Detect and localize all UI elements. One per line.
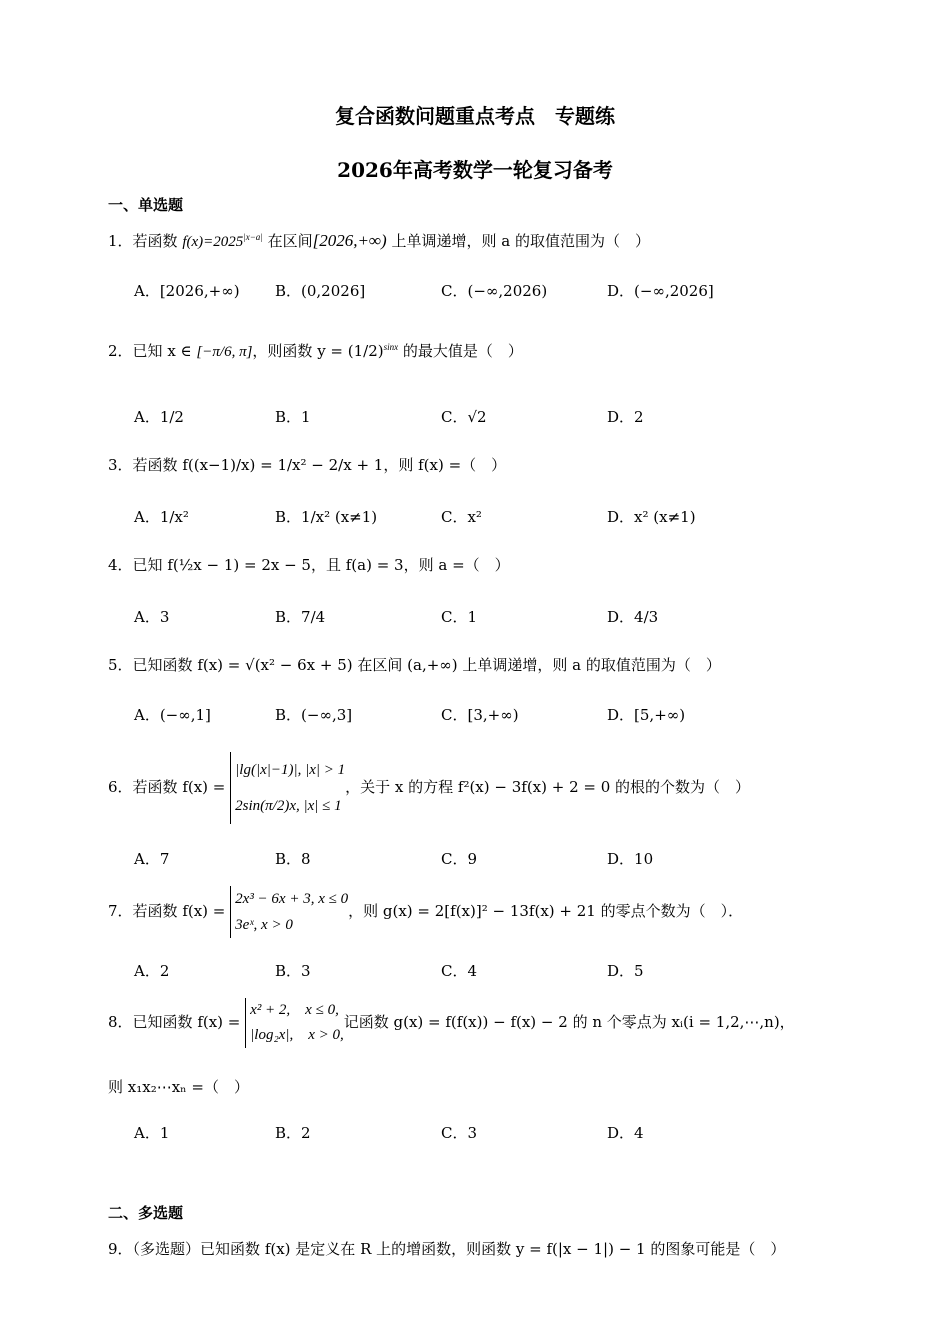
section-single-choice: 一、单选题 [108,196,184,214]
question-1: 1．若函数 $f(x)=2025^{|x-a|}$ 在区间[2026,+∞) 上单调递增，则 a 的取值范围为（ ） [108,231,650,250]
q5-option-c: C．[3,+∞) [441,706,519,724]
question-8: 8．已知函数 f(x) = x² + 2, x ≤ 0, |log₂x|, x > 0, 记函数 g(x) = f(f(x)) − f(x) − 2 的 n 个零点为 xᵢ(i = 1,2,⋯,n)， [108,998,795,1048]
q4-option-c: C．1 [441,608,478,626]
q8-option-a: A．1 [134,1124,170,1142]
q5-option-a: A．(−∞,1] [134,706,211,724]
q3-option-d: D．x² (x≠1) [607,508,696,526]
title-line-1: 复合函数问题重点考点 专题练 [335,104,615,128]
question-2: 2．已知 x ∈ [−π/6, π]，则函数 $y = (1/2)^{sinx}$ 的最大值是（ ） [108,342,523,360]
q6-option-d: D．10 [607,850,654,868]
q2-option-d: D．2 [607,408,644,426]
q1-option-b: B．(0,2026] [275,282,366,300]
question-8-line-2: 则 x₁x₂⋯xₙ =（ ） [108,1078,249,1096]
question-7: 7．若函数 f(x) = 2x³ − 6x + 3, x ≤ 0 3eˣ, x > 0 ，则 g(x) = 2[f(x)]² − 13f(x) + 21 的零点个数为（ ）． [108,886,743,938]
q8-option-d: D．4 [607,1124,644,1142]
q4-option-b: B．7/4 [275,608,326,626]
question-5: 5．已知函数 f(x) = √(x² − 6x + 5) 在区间 (a,+∞) 上单调递增，则 a 的取值范围为（ ） [108,656,721,674]
q6-piecewise: |lg(|x|−1)|, |x| > 1 2sin(π/2)x, |x| ≤ 1 [230,752,345,824]
q7-option-b: B．3 [275,962,311,980]
q8-piecewise: x² + 2, x ≤ 0, |log₂x|, x > 0, [245,998,344,1048]
q3-option-b: B．1/x² (x≠1) [275,508,378,526]
q1-option-a: A．[2026,+∞) [134,282,240,300]
question-6: 6．若函数 f(x) = |lg(|x|−1)|, |x| > 1 2sin(π/2)x, |x| ≤ 1 ，关于 x 的方程 f²(x) − 3f(x) + 2 = 0 的根的个数为（ ） [108,752,750,824]
q3-option-c: C．x² [441,508,482,526]
q7-option-d: D．5 [607,962,644,980]
q7-option-c: C．4 [441,962,478,980]
question-9: 9．（多选题）已知函数 f(x) 是定义在 R 上的增函数，则函数 y = f(|x − 1|) − 1 的图象可能是（ ） [108,1240,786,1258]
q8-option-c: C．3 [441,1124,478,1142]
section-multi-choice: 二、多选题 [108,1204,184,1222]
q2-option-a: A．1/2 [134,408,184,426]
q2-option-b: B．1 [275,408,311,426]
q6-option-a: A．7 [134,850,170,868]
q5-option-b: B．(−∞,3] [275,706,353,724]
q7-piecewise: 2x³ − 6x + 3, x ≤ 0 3eˣ, x > 0 [230,886,348,938]
q4-option-a: A．3 [134,608,170,626]
q2-option-c: C．√2 [441,408,487,426]
question-4: 4．已知 f(½x − 1) = 2x − 5，且 f(a) = 3，则 a =（ ） [108,556,510,574]
q8-option-b: B．2 [275,1124,311,1142]
q6-option-b: B．8 [275,850,311,868]
q5-option-d: D．[5,+∞) [607,706,686,724]
q1-option-c: C．(−∞,2026) [441,282,548,300]
q4-option-d: D．4/3 [607,608,659,626]
question-3: 3．若函数 f((x−1)/x) = 1/x² − 2/x + 1，则 f(x) =（ ） [108,456,507,474]
q6-option-c: C．9 [441,850,478,868]
q3-option-a: A．1/x² [134,508,189,526]
q1-option-d: D．(−∞,2026] [607,282,714,300]
q7-option-a: A．2 [134,962,170,980]
title-line-2: 2026年高考数学一轮复习备考 [337,158,613,182]
